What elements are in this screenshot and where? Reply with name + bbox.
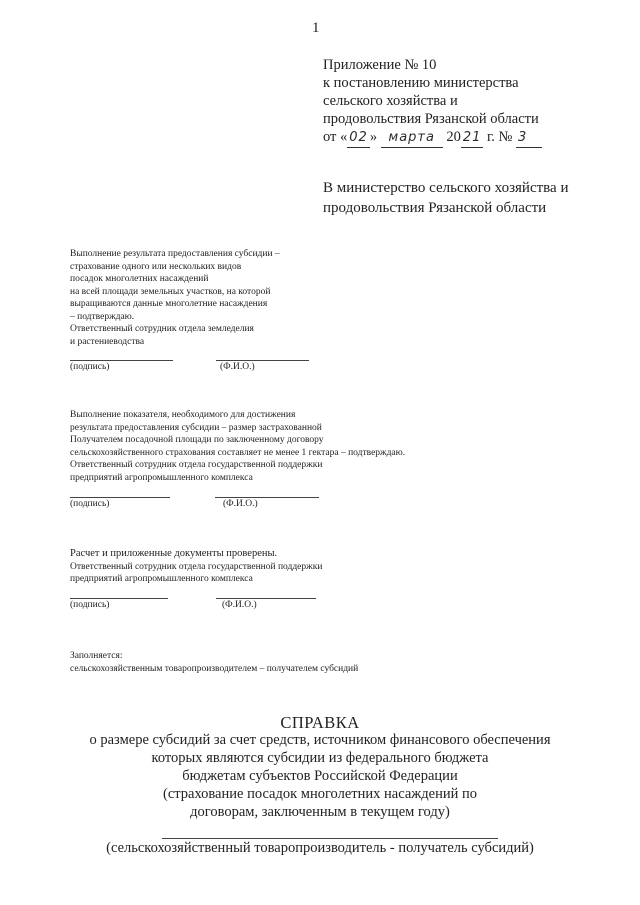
filled-by-note: [70, 650, 358, 676]
block-text-line: Получателем посадочной площади по заключенному договору: [70, 435, 324, 445]
block-text-line: сельскохозяйственного страхования составляет не менее 1 гектара – подтверждаю.: [70, 447, 406, 458]
block-text-line: Ответственный сотрудник отдела земледелия: [70, 324, 254, 334]
year-prefix: 20: [446, 129, 461, 145]
signature-line: [70, 497, 170, 498]
block-text-line: Выполнение результата предоставления субсидии –: [70, 249, 280, 259]
block-text-line: – подтверждаю.: [70, 311, 135, 322]
name-line: [216, 360, 309, 361]
appendix-line: сельского хозяйства и: [323, 93, 458, 109]
certificate-line: (страхование посадок многолетних насаждений по: [162, 786, 478, 802]
decree-date-line: [323, 128, 613, 148]
block-text-line: выращиваются данные многолетние насаждения: [70, 299, 268, 309]
certificate-title: СПРАВКА: [280, 713, 360, 732]
signature-label: (подпись): [70, 362, 110, 372]
signature-line: [70, 598, 168, 599]
handwritten-year: 21: [461, 129, 484, 148]
block-text-line: предприятий агропромышленного комплекса: [70, 472, 253, 483]
confirmation-block-3: [70, 548, 322, 586]
certificate-line: бюджетам субъектов Российской Федерации: [182, 768, 458, 784]
quote-close: »: [369, 129, 378, 145]
producer-caption: (сельскохозяйственный товаропроизводитель - получатель субсидий): [106, 840, 534, 856]
appendix-title: Приложение № 10: [323, 57, 437, 73]
block-text-line: на всей площади земельных участков, на которой: [70, 286, 271, 297]
certificate-line: договорам, заключенным в текущем году): [190, 804, 450, 820]
confirmation-block-2: [70, 409, 405, 484]
date-from: от: [323, 129, 337, 145]
year-number-label: г. №: [487, 129, 513, 145]
quote-open: «: [340, 129, 348, 145]
handwritten-decree-number: 3: [516, 129, 542, 148]
name-line: [215, 497, 319, 498]
block-text-line: результата предоставления субсидии – размер застрахованной: [70, 422, 322, 433]
signature-line: [70, 360, 173, 361]
block-text-line: предприятий агропромышленного комплекса: [70, 574, 253, 584]
appendix-line: к постановлению министерства: [323, 75, 519, 91]
block-text-line: посадок многолетних насаждений: [70, 274, 209, 284]
recipient-line: В министерство сельского хозяйства и: [323, 180, 569, 196]
name-label: (Ф.И.О.): [223, 499, 258, 509]
handwritten-day: 02: [347, 129, 370, 148]
producer-fill-line: [162, 838, 498, 839]
certificate-subtitle: [0, 731, 640, 821]
certificate-line: о размере субсидий за счет средств, источником финансового обеспечения: [89, 732, 551, 748]
page-number: 1: [312, 20, 320, 36]
name-line: [216, 598, 316, 599]
block-text-line: и растениеводства: [70, 336, 145, 347]
block-text-line: Расчет и приложенные документы проверены.: [70, 548, 278, 559]
appendix-header: [323, 56, 613, 148]
name-label: (Ф.И.О.): [222, 600, 257, 610]
name-label: (Ф.И.О.): [220, 362, 255, 372]
recipient-address: [323, 178, 623, 218]
block-text-line: Ответственный сотрудник отдела государственной поддержки: [70, 460, 323, 470]
signature-label: (подпись): [70, 499, 110, 509]
confirmation-block-1: [70, 248, 280, 348]
filled-by-heading: Заполняется:: [70, 651, 123, 661]
block-text-line: Ответственный сотрудник отдела государственной поддержки: [70, 561, 323, 572]
block-text-line: Выполнение показателя, необходимого для достижения: [70, 410, 296, 420]
signature-label: (подпись): [70, 600, 110, 610]
certificate-line: которых являются субсидии из федерального бюджета: [151, 750, 489, 766]
block-text-line: страхование одного или нескольких видов: [70, 261, 242, 272]
handwritten-month: марта: [381, 129, 443, 148]
recipient-line: продовольствия Рязанской области: [323, 200, 547, 216]
appendix-line: продовольствия Рязанской области: [323, 111, 539, 127]
filled-by-text: сельскохозяйственным товаропроизводителем – получателем субсидий: [70, 664, 359, 674]
